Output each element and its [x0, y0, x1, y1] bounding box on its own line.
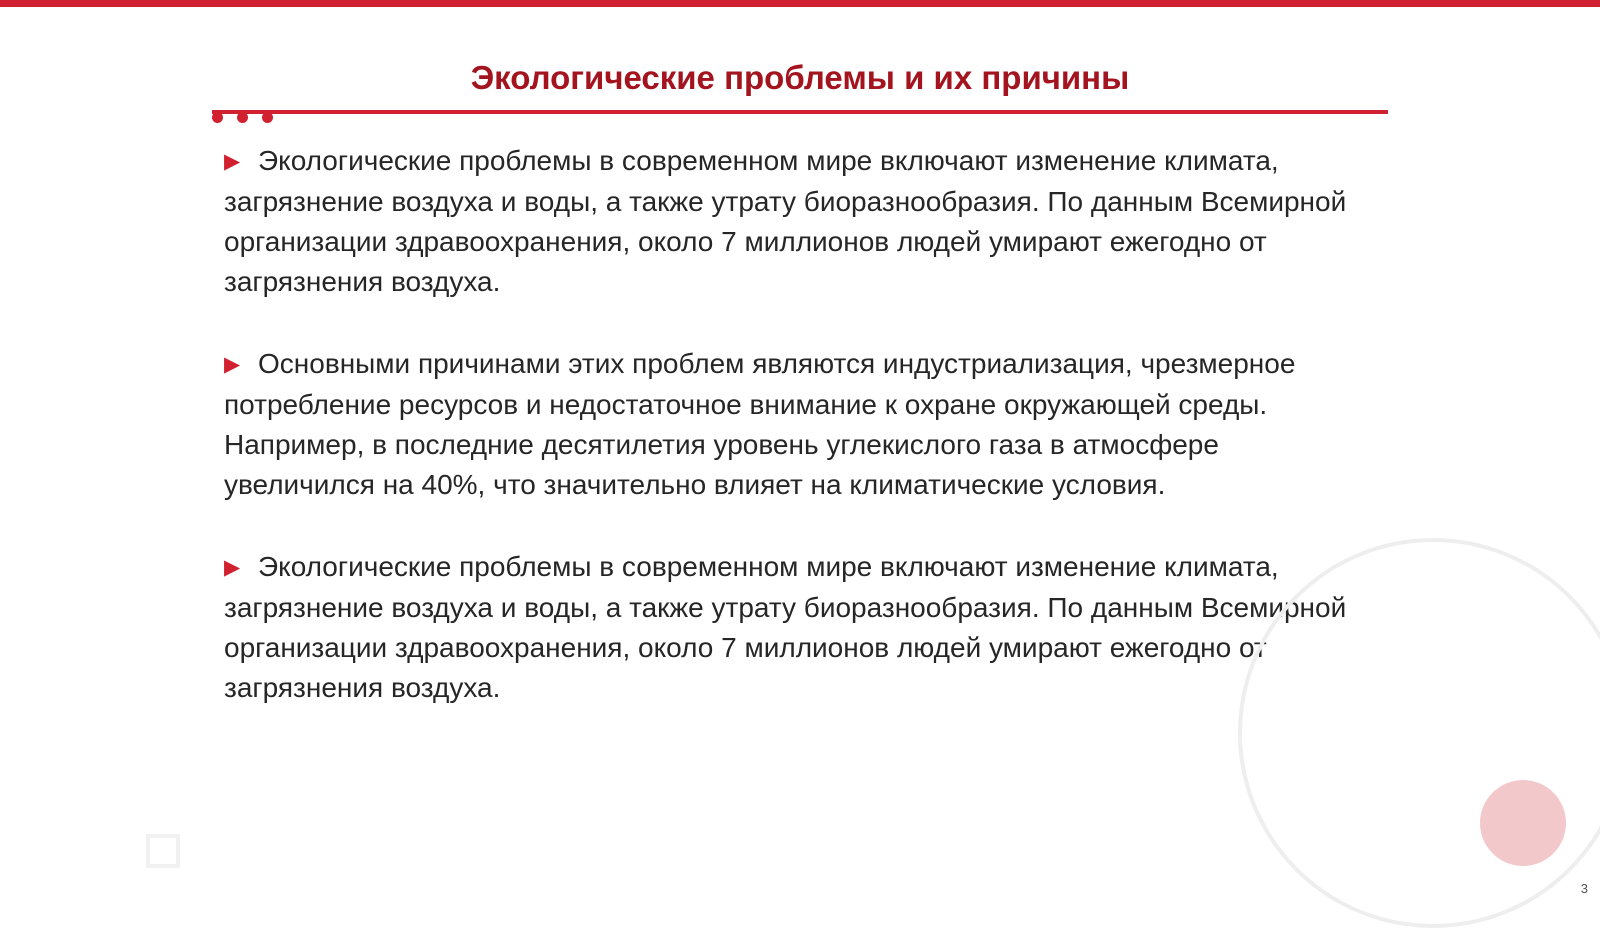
decorative-square	[146, 834, 180, 868]
bullet-item	[224, 547, 1374, 708]
dot-3	[262, 112, 273, 123]
slide-number: 3	[1580, 881, 1588, 896]
bullet-list	[224, 141, 1374, 750]
bullet-text: Экологические проблемы в современном мире включают изменение климата, загрязнение воздуха и воды, а также утрату биоразнообразия. По данным Всемирной организации здравоохранения, около 7 миллионов людей умирают ежегодно от загрязнения воздуха.	[224, 551, 1347, 703]
decorative-circle-ring	[1238, 538, 1600, 928]
triangle-right-icon: ▶	[224, 353, 241, 376]
bullet-item	[224, 141, 1374, 302]
slide-title: Экологические проблемы и их причины	[470, 59, 1130, 96]
bullet-text: Экологические проблемы в современном мире включают изменение климата, загрязнение воздуха и воды, а также утрату биоразнообразия. По данным Всемирной организации здравоохранения, около 7 миллионов людей умирают ежегодно от загрязнения воздуха.	[224, 145, 1347, 297]
title-underline	[212, 110, 1388, 114]
triangle-right-icon: ▶	[224, 556, 241, 579]
triangle-right-icon: ▶	[224, 150, 241, 173]
decorative-pink-circle	[1480, 780, 1566, 866]
dot-2	[237, 112, 248, 123]
top-accent-bar	[0, 0, 1600, 7]
bullet-item	[224, 344, 1374, 505]
dot-1	[212, 112, 223, 123]
bullet-text: Основными причинами этих проблем являются индустриализация, чрезмерное потребление ресурсов и недостаточное внимание к охране окружающей среды. Например, в последние десятилетия уровень углекислого газа в атмосфере увеличился на 40%, что значительно влияет на климатические условия.	[224, 348, 1296, 500]
